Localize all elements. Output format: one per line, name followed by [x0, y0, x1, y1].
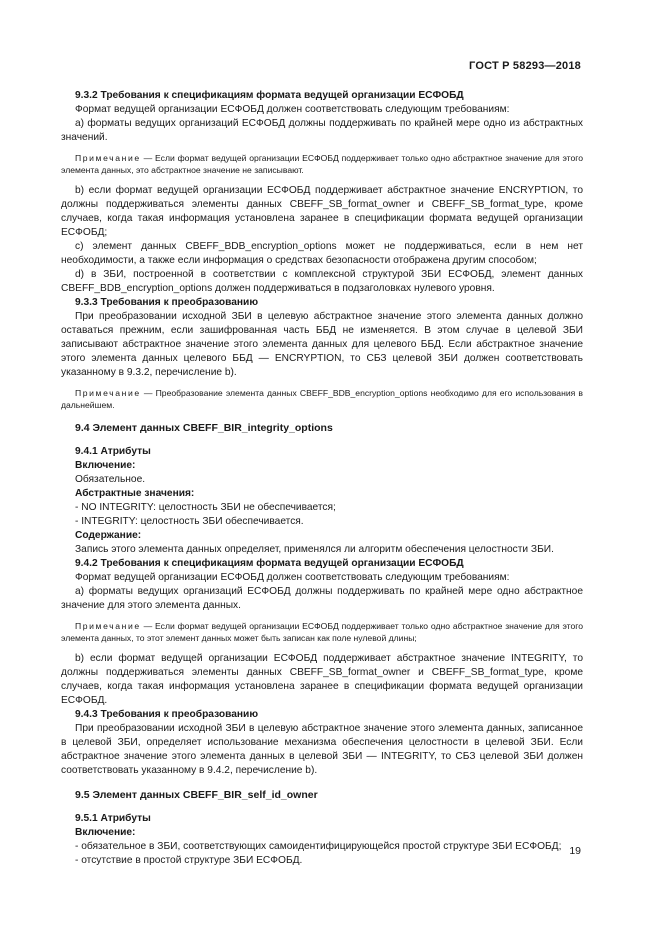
- paragraph: Запись этого элемента данных определяет, применялся ли алгоритм обеспечения целостности ЗБИ.: [75, 544, 554, 555]
- note: [61, 620, 583, 644]
- note-label: Примечание: [75, 153, 141, 163]
- subsection-heading-9-5-1: 9.5.1 Атрибуты: [75, 813, 151, 824]
- attribute-label-abstract-values: Абстрактные значения:: [75, 488, 195, 499]
- list-item-a: а) форматы ведущих организаций ЕСФОБД должны поддерживать по крайней мере одно абстрактное значение для этого элемента данных.: [61, 586, 583, 611]
- subsection-heading-9-4-1: 9.4.1 Атрибуты: [75, 446, 151, 457]
- subsection-heading-9-3-2: 9.3.2 Требования к спецификациям формата ведущей организации ЕСФОБД: [75, 90, 464, 101]
- note: [61, 387, 583, 411]
- attribute-label-content: Содержание:: [75, 530, 142, 541]
- document-header-id: ГОСТ Р 58293—2018: [469, 60, 581, 72]
- note: [61, 152, 583, 176]
- subsection-heading-9-4-2: 9.4.2 Требования к спецификациям формата ведущей организации ЕСФОБД: [75, 558, 464, 569]
- paragraph: Формат ведущей организации ЕСФОБД должен соответствовать следующим требованиям:: [75, 104, 510, 115]
- list-item-b: b) если формат ведущей организации ЕСФОБД поддерживает абстрактное значение ENCRYPTION, то должны поддерживаться элементы данных CBEFF_SB_format_owner и CBEFF_SB_format_type, кроме случаев, когда такая информация установлена заранее в спецификации формата ведущей организации ЕСФОБД;: [61, 185, 583, 238]
- list-item-b: b) если формат ведущей организации ЕСФОБД поддерживает абстрактное значение INTEGRITY, то должны поддерживаться элементы данных CBEFF_SB_format_owner и CBEFF_SB_format_type, кроме случаев, когда такая информация установлена заранее в спецификации формата ведущей организации ЕСФОБД.: [61, 653, 583, 706]
- paragraph: При преобразовании исходной ЗБИ в целевую абстрактное значение этого элемента данных должно оставаться прежним, если зашифрованная часть ББД не изменяется. В этом случае в целевой ЗБИ записывают абстрактное значение этого элемента данных для целевого ББД. Если абстрактное значение этого элемента данных целевого ББД — ENCRYPTION, то СБЗ целевой ЗБИ должен соответствовать указанному в 9.3.2, перечисление b).: [61, 311, 583, 378]
- attribute-label-inclusion: Включение:: [75, 827, 136, 838]
- list-item-d: d) в ЗБИ, построенной в соответствии с комплексной структурой ЗБИ ЕСФОБД, элемент данных CBEFF_BDB_encryption_options должен поддерживаться в подзаголовках нулевого уровня.: [61, 269, 583, 294]
- note-text: — Если формат ведущей организации ЕСФОБД поддерживает только одно абстрактное значение для этого элемента данных, это абстрактное значение не записывают.: [61, 153, 583, 175]
- note-text: — Если формат ведущей организации ЕСФОБД поддерживает только одно абстрактное значение для этого элемента данных, то этот элемент данных может быть записан как поле нулевой длины;: [61, 621, 583, 643]
- note-text: — Преобразование элемента данных CBEFF_BDB_encryption_options необходимо для его использования в дальнейшем.: [61, 388, 583, 410]
- document-body: [61, 89, 583, 868]
- list-item: - INTEGRITY: целостность ЗБИ обеспечивается.: [75, 516, 304, 527]
- subsection-heading-9-4-3: 9.4.3 Требования к преобразованию: [75, 709, 259, 720]
- page-number: 19: [569, 845, 581, 857]
- attribute-value: Обязательное.: [75, 474, 146, 485]
- section-heading-9-5: 9.5 Элемент данных CBEFF_BIR_self_id_owner: [75, 789, 318, 801]
- subsection-heading-9-3-3: 9.3.3 Требования к преобразованию: [75, 297, 259, 308]
- list-item-c: c) элемент данных CBEFF_BDB_encryption_options может не поддерживаться, если в нем нет необходимости, а также если информация о средствах безопасности отображена другим способом;: [61, 241, 583, 266]
- list-item: - отсутствие в простой структуре ЗБИ ЕСФОБД.: [75, 855, 303, 866]
- list-item: - NO INTEGRITY: целостность ЗБИ не обеспечивается;: [75, 502, 336, 513]
- section-heading-9-4: 9.4 Элемент данных CBEFF_BIR_integrity_options: [75, 422, 333, 434]
- note-label: Примечание: [75, 621, 141, 631]
- paragraph: Формат ведущей организации ЕСФОБД должен соответствовать следующим требованиям:: [75, 572, 510, 583]
- attribute-label-inclusion: Включение:: [75, 460, 136, 471]
- note-label: Примечание: [75, 388, 141, 398]
- list-item: - обязательное в ЗБИ, соответствующих самоидентифицирующейся простой структуре ЗБИ ЕСФОБД;: [75, 841, 562, 852]
- list-item-a: а) форматы ведущих организаций ЕСФОБД должны поддерживать по крайней мере одно из абстрактных значений.: [61, 118, 583, 143]
- paragraph: При преобразовании исходной ЗБИ в целевую абстрактное значение этого элемента данных, записанное в целевой ЗБИ, определяет использование механизма обеспечения целостности в целевой ЗБИ. Если абстрактное значение этого элемента данных в целевой ЗБИ — INTEGRITY, то СБЗ целевой ЗБИ должен соответствовать указанному в 9.4.2, перечисление b).: [61, 723, 583, 776]
